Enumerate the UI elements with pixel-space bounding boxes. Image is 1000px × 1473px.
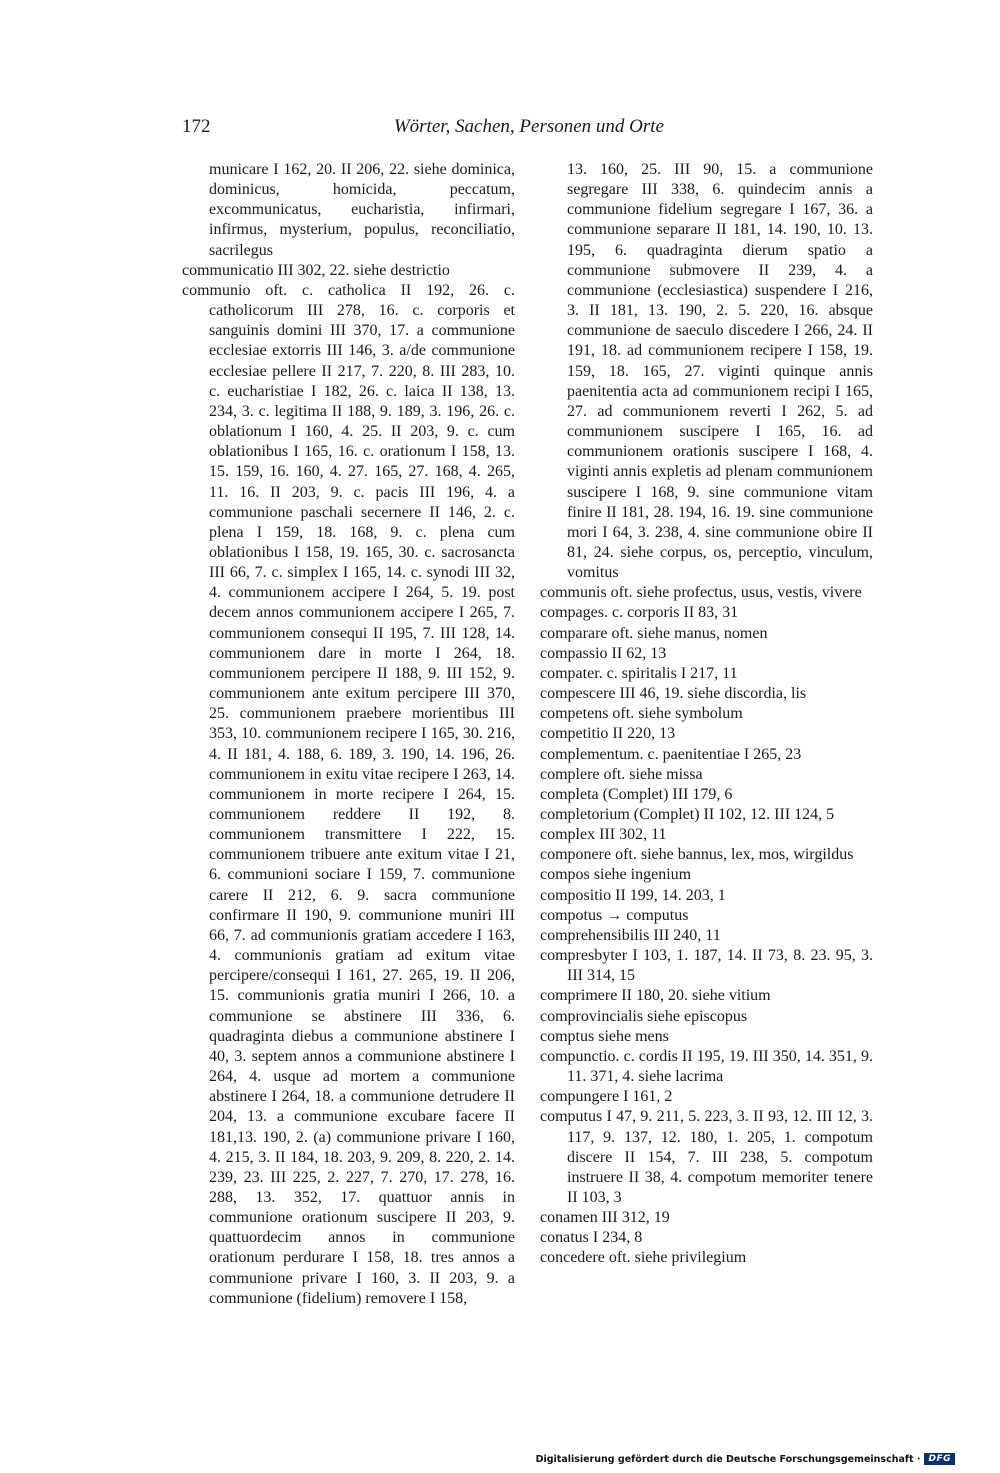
index-column-left bbox=[182, 160, 515, 1309]
index-entry: comprimere II 180, 20. siehe vitium bbox=[540, 987, 771, 1005]
credit-text: Digitalisierung gefördert durch die Deutsche Forschungsgemeinschaft · bbox=[535, 1453, 921, 1465]
index-entry: conamen III 312, 19 bbox=[540, 1209, 670, 1227]
index-entry: componere oft. siehe bannus, lex, mos, wirgildus bbox=[540, 846, 854, 864]
running-title: Wörter, Sachen, Personen und Orte bbox=[393, 116, 664, 137]
index-entry: municare I 162, 20. II 206, 22. siehe dominica, dominicus, homicida, peccatum, excommunicatus, eucharistia, infirmari, infirmus, mysterium, populus, reconciliatio, sacrilegus bbox=[209, 161, 515, 259]
index-entry: compos siehe ingenium bbox=[540, 866, 692, 884]
dfg-logo: DFG bbox=[924, 1453, 955, 1465]
index-entry: compotus → computus bbox=[540, 906, 689, 924]
index-entry: compunctio. c. cordis II 195, 19. III 350, 14. 351, 9. 11. 371, 4. siehe lacrima bbox=[540, 1047, 873, 1086]
index-entry: complere oft. siehe missa bbox=[540, 765, 703, 783]
index-entry: competens oft. siehe symbolum bbox=[540, 705, 743, 723]
index-entry: completorium (Complet) II 102, 12. III 124, 5 bbox=[540, 806, 835, 823]
index-entry: comprehensibilis III 240, 11 bbox=[540, 926, 721, 944]
digitization-credit bbox=[536, 1453, 955, 1465]
index-entry: compages. c. corporis II 83, 31 bbox=[540, 604, 739, 622]
index-entry: comptus siehe mens bbox=[540, 1027, 669, 1045]
index-entry: compresbyter I 103, 1. 187, 14. II 73, 8. 23. 95, 3. III 314, 15 bbox=[540, 947, 873, 985]
index-entry: computus I 47, 9. 211, 5. 223, 3. II 93, 12. III 12, 3. 117, 9. 137, 12. 180, 1. 205, 1. compotum discere II 154, 7. III 238, 5. compotum instruere II 38, 4. compotum memoriter tenere II 103, 3 bbox=[540, 1108, 873, 1206]
index-entry: compescere III 46, 19. siehe discordia, lis bbox=[540, 685, 807, 703]
index-entry: communis oft. siehe profectus, usus, vestis, vivere bbox=[540, 584, 862, 602]
index-entry: complex III 302, 11 bbox=[540, 826, 667, 844]
index-entry: conatus I 234, 8 bbox=[540, 1229, 643, 1247]
index-entry: communio oft. c. catholica II 192, 26. c. catholicorum III 278, 16. c. corporis et sanguinis domini III 370, 17. a communione ecclesiae extorris III 146, 3. a/de communione ecclesiae pellere II 217, 7. 220, 8. III 283, 10. c. eucharistiae I 182, 26. c. laica II 138, 13. 234, 3. c. legitima II 188, 9. 189, 3. 196, 26. c. oblationum I 160, 4. 25. II 203, 9. c. cum oblationibus I 165, 16. c. orationum I 158, 13. 15. 159, 16. 160, 4. 27. 165, 27. 168, 4. 265, 11. 16. II 203, 9. c. pacis III 196, 4. a communione paschali secernere II 146, 2. c. plena I 159, 18. 168, 9. c. plena cum oblationibus I 158, 19. 165, 30. c. sacrosancta III 66, 7. c. simplex I 165, 14. c. synodi III 32, 4. communionem accipere I 264, 5. 19. post decem annos communionem accipere I 265, 7. communionem consequi II 195, 7. III 128, 14. communionem dare in morte I 264, 18. communionem percipere II 188, 9. III 152, 9. communionem ante exitum percipere III 370, 25. communionem praebere morientibus III 353, 10. communionem recipere I 165, 30. 216, 4. II 181, 4. 188, 6. 189, 3. 190, 14. 196, 26. communionem in exitu vitae recipere I 263, 14. communionem in morte recipere I 264, 15. communionem reddere II 192, 8. communionem transmittere I 222, 15. communionem tribuere ante exitum vitae I 21, 6. communioni sociare I 159, 7. communione carere II 212, 6. 9. sacra communione confirmare II 190, 9. communione muniri III 66, 7. ad communionis gratiam accedere I 163, 4. communionis gratiam ad exitum vitae percipere/consequi I 161, 27. 265, 19. II 206, 15. communionis gratia muniri I 266, 10. a communione se abstinere III 336, 6. quadraginta diebus a communione abstinere I 40, 3. septem annos a communione abstinere I 264, 4. usque ad mortem a communione abstinere I 264, 18. a communione detrudere II 204, 13. a communione excubare facere II 181,13. 190, 2. (a) communione privare I 160, 4. 215, 3. II 184, 18. 203, 9. 209, 8. 220, 2. 14. 239, 23. III 225, 2. 227, 7. 270, 17. 278, 16. 288, 13. 352, 17. quattuor annis in communione orationum suscipere II 203, 9. quattuordecim annos in communione orationum perdurare I 158, 18. tres annos a communione privare I 160, 3. II 203, 9. a communione (fidelium) removere I 158, bbox=[182, 281, 515, 1307]
page-number: 172 bbox=[182, 116, 211, 137]
index-entry: compungere I 161, 2 bbox=[540, 1088, 673, 1106]
index-entry: concedere oft. siehe privilegium bbox=[540, 1249, 747, 1267]
index-entry: completa (Complet) III 179, 6 bbox=[540, 785, 733, 803]
index-entry: 13. 160, 25. III 90, 15. a communione segregare III 338, 6. quindecim annis a communione fidelium segregare I 167, 36. a communione separare II 181, 14. 190, 10. 13. 195, 6. quadraginta dierum spatio a communione submovere II 239, 4. a communione (ecclesiastica) suspendere I 216, 3. II 181, 13. 190, 2. 5. 220, 16. absque communione de saeculo discedere I 266, 24. II 191, 18. ad communionem recipere I 158, 19. 159, 18. 165, 27. viginti quinque annis paenitentia acta ad communionem recipi I 165, 27. ad communionem reverti I 262, 5. ad communionem suscipere I 165, 16. ad communionem orationis suscipere I 168, 4. viginti annis expletis ad plenam communionem suscipere I 168, 9. sine communione vitam finire II 181, 28. 194, 16. 19. sine communione mori I 64, 3. 238, 4. sine communione obire II 81, 24. siehe corpus, os, perceptio, vinculum, vomitus bbox=[567, 161, 873, 582]
index-entry: compositio II 199, 14. 203, 1 bbox=[540, 886, 726, 904]
index-entry: comparare oft. siehe manus, nomen bbox=[540, 624, 768, 642]
index-entry: comprovincialis siehe episcopus bbox=[540, 1007, 748, 1025]
index-column-right bbox=[540, 160, 873, 1269]
index-entry: complementum. c. paenitentiae I 265, 23 bbox=[540, 745, 802, 763]
index-entry: competitio II 220, 13 bbox=[540, 725, 676, 743]
index-entry: compater. c. spiritalis I 217, 11 bbox=[540, 664, 738, 682]
index-entry: compassio II 62, 13 bbox=[540, 644, 667, 662]
index-entry: communicatio III 302, 22. siehe destrictio bbox=[182, 261, 450, 279]
